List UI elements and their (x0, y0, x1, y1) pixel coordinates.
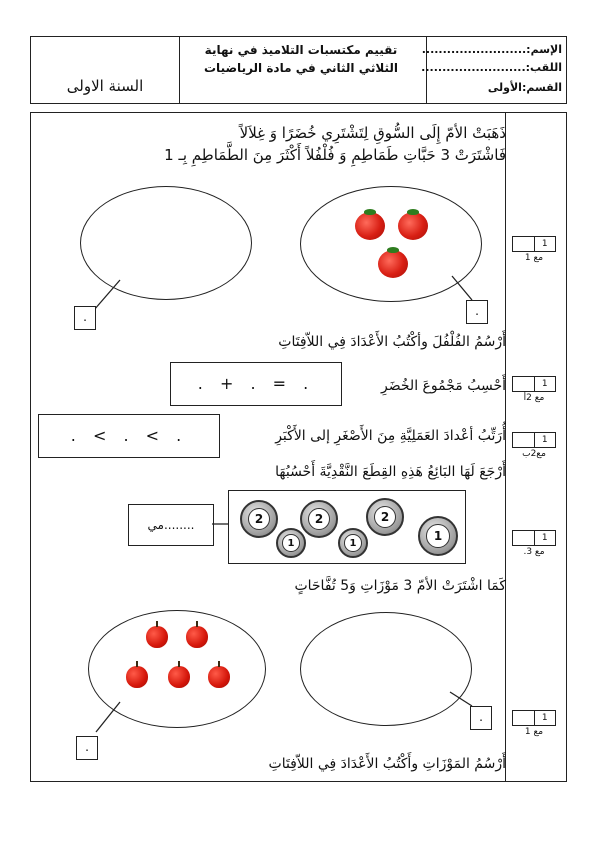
apple-icon (168, 666, 190, 688)
class-field: القسم:الأولى (487, 81, 562, 94)
surname-field[interactable]: اللقب:......................... (421, 61, 562, 74)
header-box (30, 36, 567, 104)
q1-instruction: أَرْسُمُ الفُلْفُلَ وأكْتُبُ الأَعْدَادَ فِي اللاّفِتَاتِ (278, 334, 506, 350)
title-line-1: تقييم مكتسبات التلاميذ في نهاية (204, 43, 398, 57)
score-criterion-2b: 1 مع2ب (512, 432, 556, 459)
q2-instruction: أَحْسِبُ مَجْمُوعَ الخُضَرِ (381, 378, 506, 394)
tomato-icon (378, 250, 408, 278)
apple-icon (126, 666, 148, 688)
score-criterion-1: 1 مع 1 (512, 236, 556, 263)
sum-answer-box[interactable] (170, 362, 342, 406)
apple-count-box[interactable]: . (76, 736, 98, 760)
q4-instruction: أَرْجَعَ لَهَا البَائِعُ هَذِهِ القِطَعَ النَّقْدِيَّةَ أَحْسُبُهَا (275, 464, 506, 480)
problem-line-1: ذَهَبَتْ الأمّ إِلَى السُّوقِ لِتَشْتَرِي خُضَرًا وَ غِلاَلاً (239, 124, 506, 142)
score-criterion-2a: 1 مع 2أ (512, 376, 556, 403)
header-divider-1 (179, 37, 180, 103)
coin-2-icon: 2 (366, 498, 404, 536)
tomato-icon (355, 212, 385, 240)
q3-instruction: أُرَتِّبُ أعْدادَ العَمَلِيَّةِ مِنَ الأَصْغَرِ إلى الأَكْبَرِ (275, 428, 506, 444)
apple-pointer-line (90, 700, 130, 740)
coin-1-icon: 1 (276, 528, 306, 558)
coin-answer-box[interactable] (128, 504, 214, 546)
coin-1-icon: 1 (338, 528, 368, 558)
sum-expression: . + . = . (197, 374, 315, 393)
tomato-count-box[interactable]: . (466, 300, 488, 324)
coin-2-icon: 2 (300, 500, 338, 538)
name-field[interactable]: الإسم:......................... (421, 43, 562, 56)
title-line-2: الثلاثي الثاني في مادة الرياضيات (204, 61, 398, 75)
coin-2-icon: 2 (240, 500, 278, 538)
apple-icon (186, 626, 208, 648)
pepper-count-box[interactable]: . (74, 306, 96, 330)
q5-instruction: أَرْسُمُ المَوْزَاتِ وأَكْتُبُ الأَعْدَادَ فِي اللاّفِتَاتِ (268, 756, 506, 772)
drawing-area-banana[interactable] (300, 612, 472, 726)
score-criterion-1b: 1 مع 1 (512, 710, 556, 737)
score-column-divider (505, 113, 506, 781)
year-label: السنة الاولى (66, 77, 144, 95)
coin-answer: ........مي (147, 518, 195, 532)
tomato-icon (398, 212, 428, 240)
banana-count-box[interactable]: . (470, 706, 492, 730)
coin-1-icon: 1 (418, 516, 458, 556)
apple-icon (208, 666, 230, 688)
score-criterion-3: 1 مع 3. (512, 530, 556, 557)
apple-icon (146, 626, 168, 648)
order-answer-box[interactable] (38, 414, 220, 458)
order-expression: . < . < . (70, 426, 188, 445)
q5-line-1: كَمَا اشْتَرَتْ الأمّ 3 مَوْزَاتِ وَ5 تُفَّاحَاتٍ (294, 578, 506, 594)
problem-line-2: فَاشْتَرَتْ 3 حَبَّاتِ طَمَاطِمِ وَ فُلْفُلاً أَكْثَرَ مِنَ الطَّمَاطِمِ بِـ 1 (164, 146, 506, 164)
